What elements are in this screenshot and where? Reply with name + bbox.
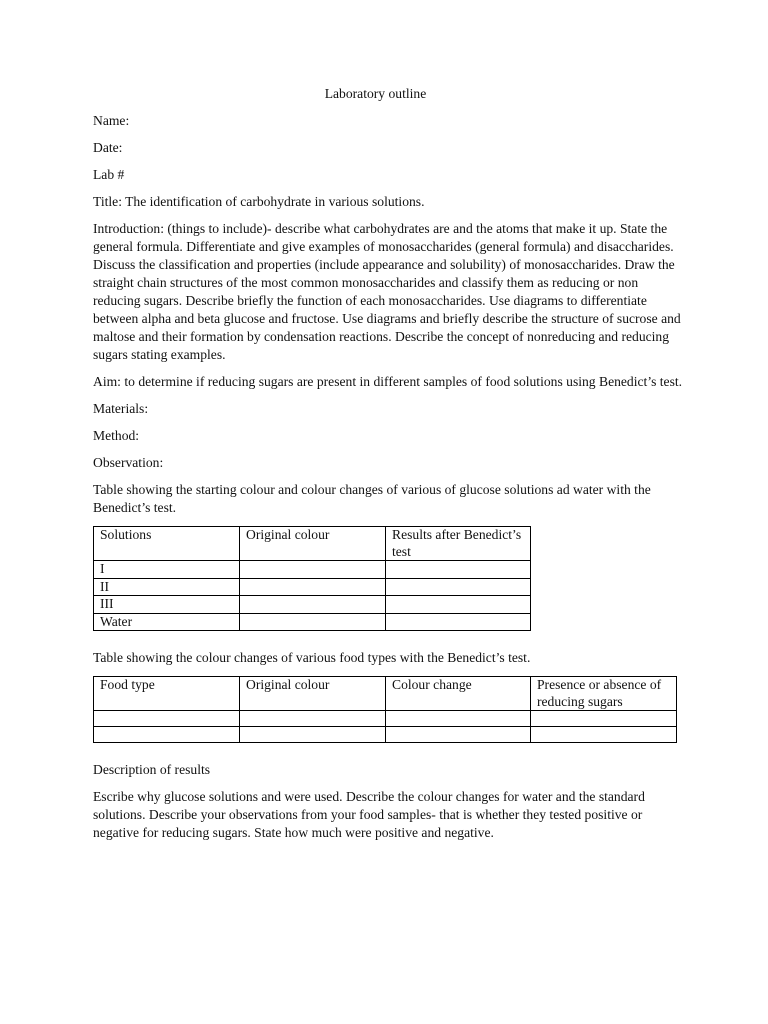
table-cell — [386, 561, 531, 579]
table-header-cell: Colour change — [386, 677, 531, 711]
table2-caption: Table showing the colour changes of various food types with the Benedict’s test. — [93, 650, 531, 665]
aim-paragraph: Aim: to determine if reducing sugars are present in different samples of food solutions using Benedict’s test. — [93, 374, 683, 389]
table-header-cell: Food type — [94, 677, 240, 711]
table-cell — [240, 613, 386, 631]
table-row — [94, 596, 531, 614]
table-cell — [240, 578, 386, 596]
method-field: Method: — [93, 428, 140, 443]
table-header-row — [94, 677, 677, 711]
table-header-row — [94, 527, 531, 561]
table-cell: I — [94, 561, 240, 579]
name-field: Name: — [93, 113, 130, 128]
table1-caption: Table showing the starting colour and colour changes of various of glucose solutions ad water with the Benedict’s test. — [93, 482, 651, 515]
table-row — [94, 727, 677, 743]
table-cell — [240, 711, 386, 727]
table-cell — [240, 596, 386, 614]
date-field: Date: — [93, 140, 123, 155]
table-row — [94, 578, 531, 596]
description-heading: Description of results — [93, 762, 211, 777]
table-cell — [240, 561, 386, 579]
table-cell — [531, 711, 677, 727]
table-header-cell: Solutions — [94, 527, 240, 561]
table-cell: III — [94, 596, 240, 614]
table-header-cell: Original colour — [240, 527, 386, 561]
table-cell — [386, 578, 531, 596]
observation-field: Observation: — [93, 455, 164, 470]
table-cell: Water — [94, 613, 240, 631]
table-cell — [386, 727, 531, 743]
table-header-cell: Original colour — [240, 677, 386, 711]
table-header-cell: Results after Benedict’s test — [386, 527, 531, 561]
table-cell — [531, 727, 677, 743]
table-header-cell: Presence or absence of reducing sugars — [531, 677, 677, 711]
table-cell — [94, 727, 240, 743]
table-row — [94, 711, 677, 727]
glucose-solutions-table — [93, 526, 531, 631]
table-row — [94, 613, 531, 631]
title-line: Title: The identification of carbohydrate in various solutions. — [93, 194, 425, 209]
table-cell — [240, 727, 386, 743]
introduction-paragraph: Introduction: (things to include)- describe what carbohydrates are and the atoms that make it up. State the general formula. Differentiate and give examples of monosaccharides (general formula) and disaccharides. Discuss the classification and properties (include appearance and solubility) of monosaccharides. Draw the straight chain structures of the most common monosaccharides and classify them as reducing or non reducing sugars. Describe briefly the function of each monosaccharides. Use diagrams to differentiate between alpha and beta glucose and fructose. Use diagrams and briefly describe the structure of sucrose and maltose and their formation by condensation reactions. Describe the concept of nonreducing and reducing sugars stating examples. — [93, 221, 681, 362]
document-page — [93, 85, 683, 842]
materials-field: Materials: — [93, 401, 149, 416]
table-cell: II — [94, 578, 240, 596]
lab-number-field: Lab # — [93, 167, 125, 182]
description-paragraph: Escribe why glucose solutions and were used. Describe the colour changes for water and the standard solutions. Describe your observations from your food samples- that is whether they tested positive or negative for reducing sugars. State how much were positive and negative. — [93, 789, 645, 840]
table-cell — [386, 711, 531, 727]
food-types-table — [93, 676, 677, 743]
document-title: Laboratory outline — [324, 86, 427, 101]
table-row — [94, 561, 531, 579]
table-cell — [386, 613, 531, 631]
table-cell — [386, 596, 531, 614]
table-cell — [94, 711, 240, 727]
